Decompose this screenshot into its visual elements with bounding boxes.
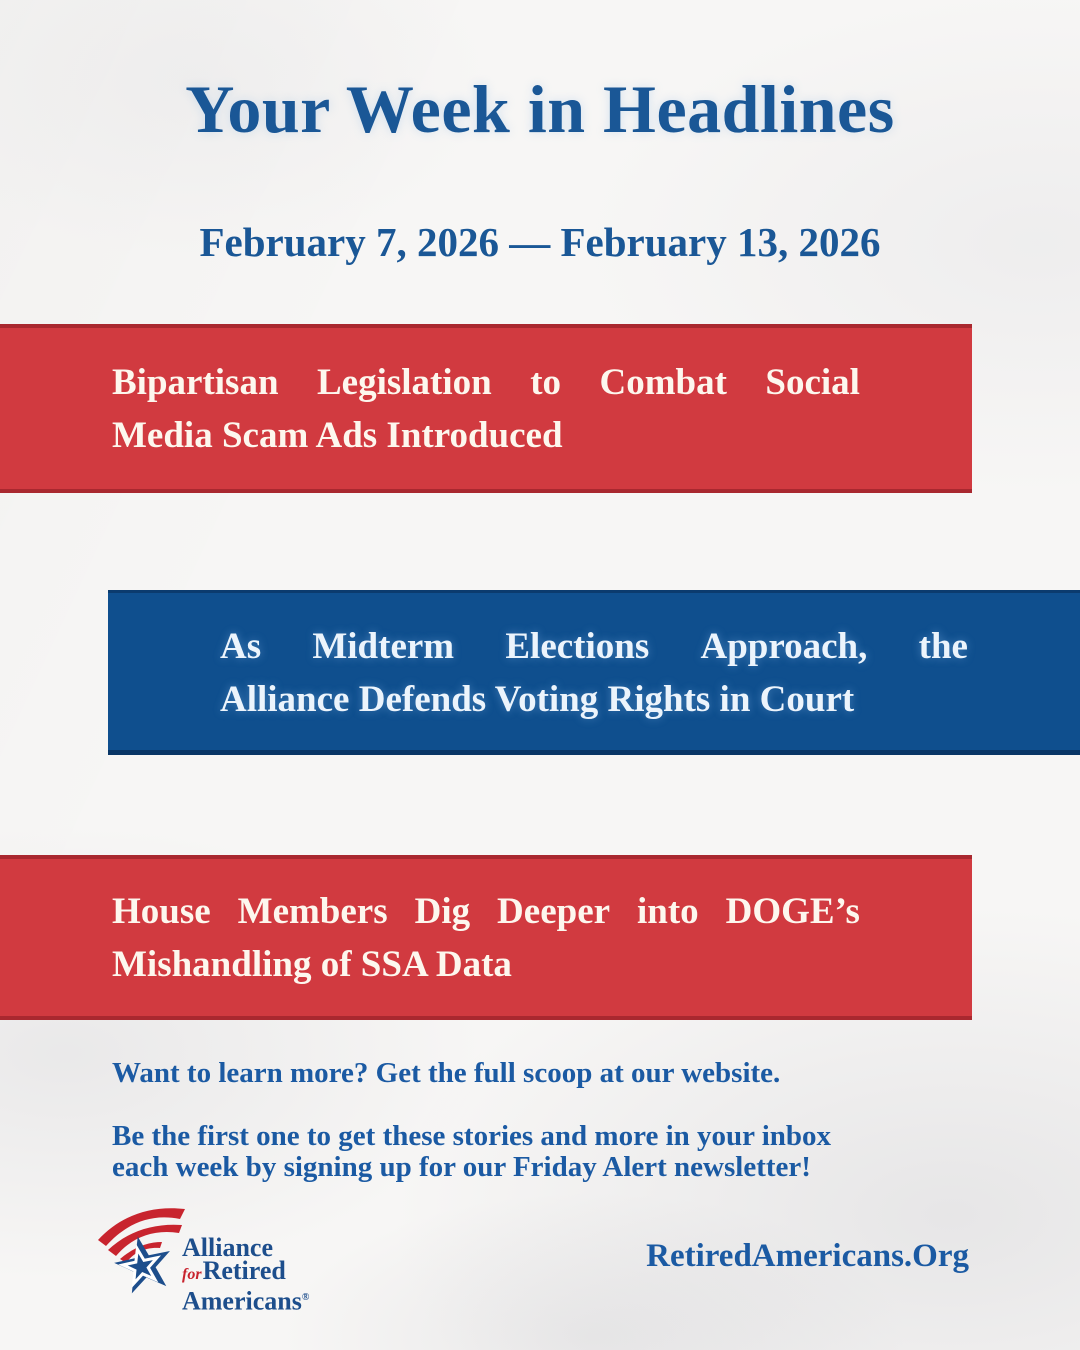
organization-logo (92, 1204, 309, 1314)
headline-banner-ssa-data (0, 855, 972, 1020)
headline-banner-voting-rights (108, 590, 1080, 755)
date-range: February 7, 2026 — February 13, 2026 (199, 219, 881, 265)
cta-newsletter-text (112, 1121, 831, 1183)
logo-line-americans: Americans® (182, 1286, 310, 1316)
headline-line-1: House Members Dig Deeper into DOGE’s (112, 890, 860, 932)
logo-wordmark (182, 1204, 310, 1316)
logo-line-alliance: Alliance (182, 1233, 273, 1262)
headline-line-1: As Midterm Elections Approach, the (220, 625, 968, 667)
headline-line-2: Mishandling of SSA Data (112, 943, 512, 985)
headline-line-2: Alliance Defends Voting Rights in Court (220, 678, 855, 720)
alliance-star-swoosh-icon (92, 1204, 188, 1314)
headline-line-1: Bipartisan Legislation to Combat Social (112, 361, 860, 403)
page-title: Your Week in Headlines (185, 71, 895, 147)
headline-line-2: Media Scam Ads Introduced (112, 414, 563, 456)
headline-banner-scam-ads (0, 324, 972, 493)
cta-newsletter-line-1: Be the first one to get these stories and more in your inbox (112, 1120, 832, 1152)
cta-website-text: Want to learn more? Get the full scoop at our website. (112, 1057, 781, 1089)
logo-line-for-retired: forRetired (182, 1256, 286, 1285)
website-url: RetiredAmericans.Org (646, 1238, 969, 1274)
cta-newsletter-line-2: each week by signing up for our Friday Alert newsletter! (112, 1151, 811, 1183)
